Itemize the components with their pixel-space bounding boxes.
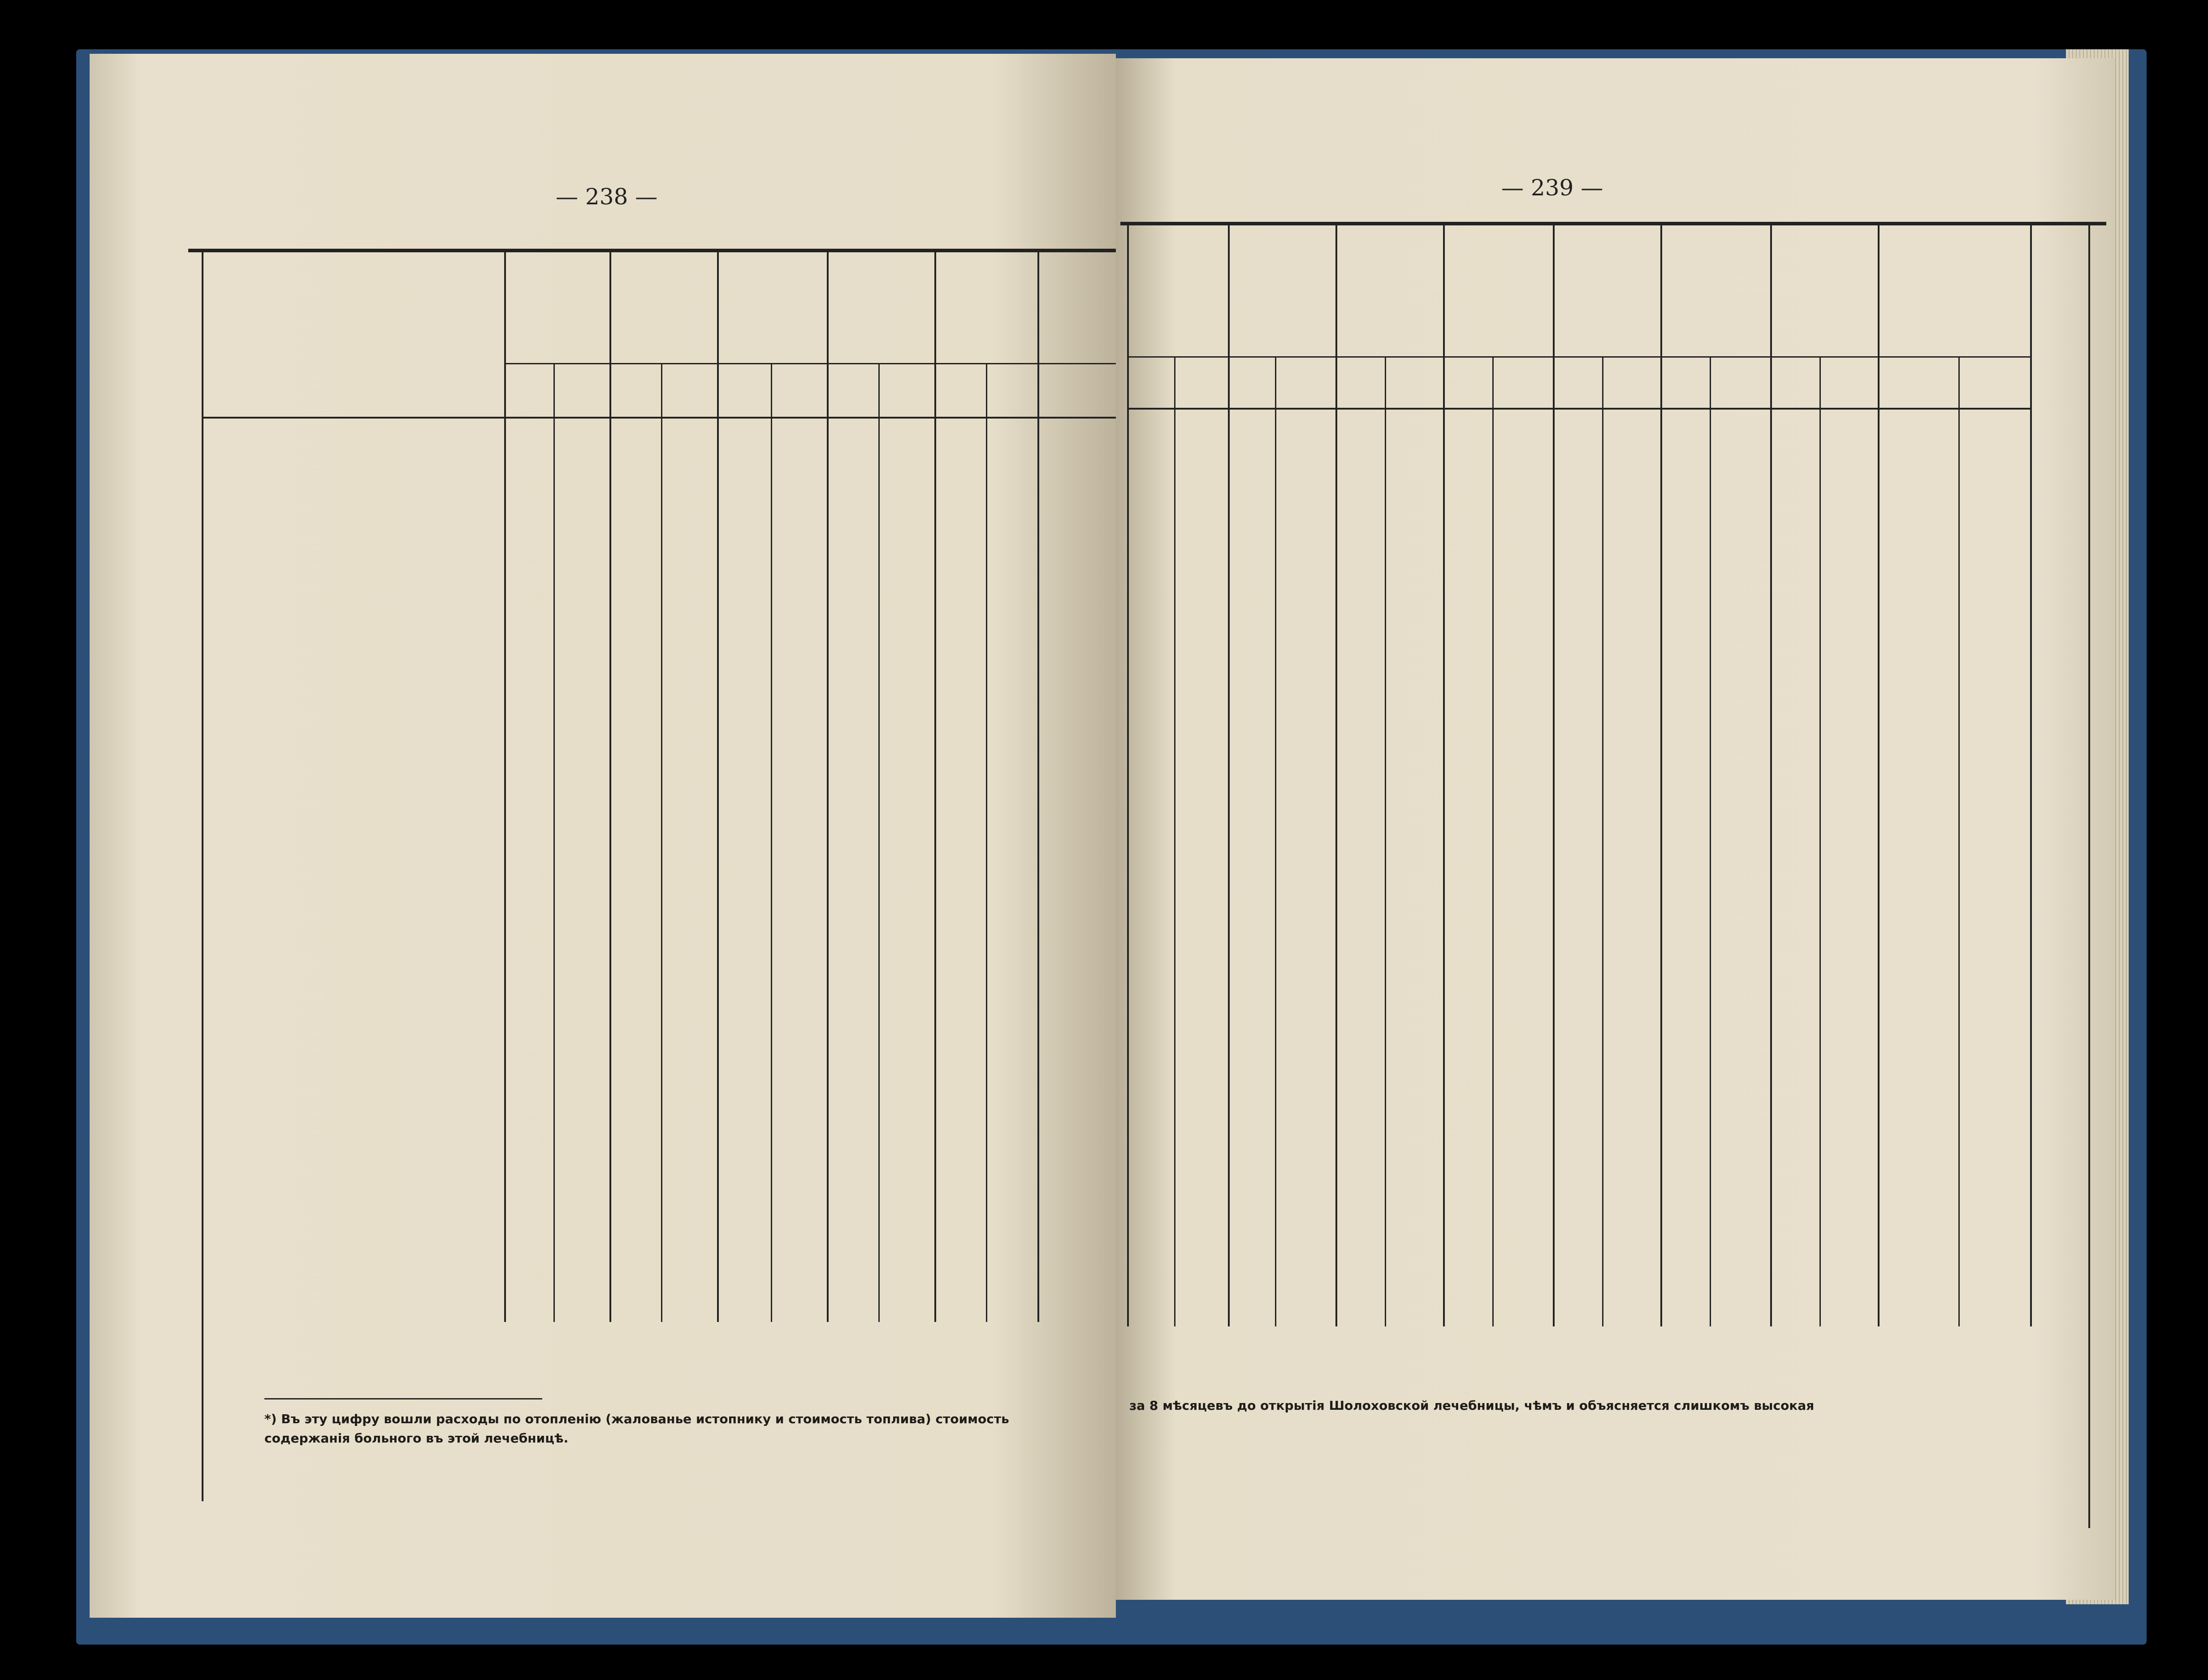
page-number-left: — 238 — bbox=[556, 184, 658, 210]
column-rule bbox=[1553, 222, 1555, 1326]
left-page bbox=[90, 54, 1116, 1618]
subcolumn-rule bbox=[1819, 356, 1821, 1326]
column-rule bbox=[1228, 222, 1230, 1326]
column-rule bbox=[717, 249, 719, 1322]
column-rule bbox=[1037, 249, 1039, 1322]
column-rule bbox=[1335, 222, 1337, 1326]
subcolumn-rule bbox=[1602, 356, 1603, 1326]
table-top-rule bbox=[1120, 222, 2106, 225]
column-rule bbox=[2030, 222, 2032, 1326]
column-rule bbox=[934, 249, 936, 1322]
units-rule bbox=[1127, 408, 2030, 410]
subcolumn-rule bbox=[986, 363, 987, 1322]
column-rule bbox=[1770, 222, 1772, 1326]
header-rule bbox=[504, 363, 1116, 364]
subcolumn-rule bbox=[878, 363, 880, 1322]
header-rule bbox=[1127, 356, 2030, 358]
right-border bbox=[2088, 222, 2090, 1528]
subcolumn-rule bbox=[1385, 356, 1386, 1326]
table-top-rule bbox=[188, 249, 1116, 252]
column-rule bbox=[827, 249, 829, 1322]
subcolumn-rule bbox=[1958, 356, 1960, 1326]
column-rule bbox=[609, 249, 611, 1322]
left-border bbox=[202, 249, 203, 1501]
column-rule bbox=[504, 249, 506, 1322]
right-page bbox=[1116, 58, 2115, 1600]
subcolumn-rule bbox=[661, 363, 662, 1322]
subcolumn-rule bbox=[1710, 356, 1711, 1326]
subcolumn-rule bbox=[1174, 356, 1175, 1326]
subcolumn-rule bbox=[771, 363, 772, 1322]
subcolumn-rule bbox=[553, 363, 555, 1322]
footnote-rule bbox=[264, 1398, 542, 1399]
subcolumn-rule bbox=[1275, 356, 1276, 1326]
column-rule bbox=[1443, 222, 1445, 1326]
column-rule bbox=[1660, 222, 1662, 1326]
units-rule bbox=[202, 417, 1116, 419]
left-table bbox=[90, 54, 1116, 1618]
column-rule bbox=[1878, 222, 1880, 1326]
column-rule bbox=[1127, 222, 1129, 1326]
footnote-left: *) Въ эту цифру вошли расходы по отопленію (жалованье истопнику и стоимость топлива) стоимость содержанія больного въ этой лечебницѣ. bbox=[264, 1412, 1009, 1446]
footnote-right: за 8 мѣсяцевъ до открытія Шолоховской лечебницы, чѣмъ и объясняется слишкомъ высокая bbox=[1129, 1398, 1815, 1413]
subcolumn-rule bbox=[1492, 356, 1494, 1326]
right-table bbox=[1116, 58, 2115, 1600]
page-number-right: — 239 — bbox=[1501, 175, 1603, 201]
